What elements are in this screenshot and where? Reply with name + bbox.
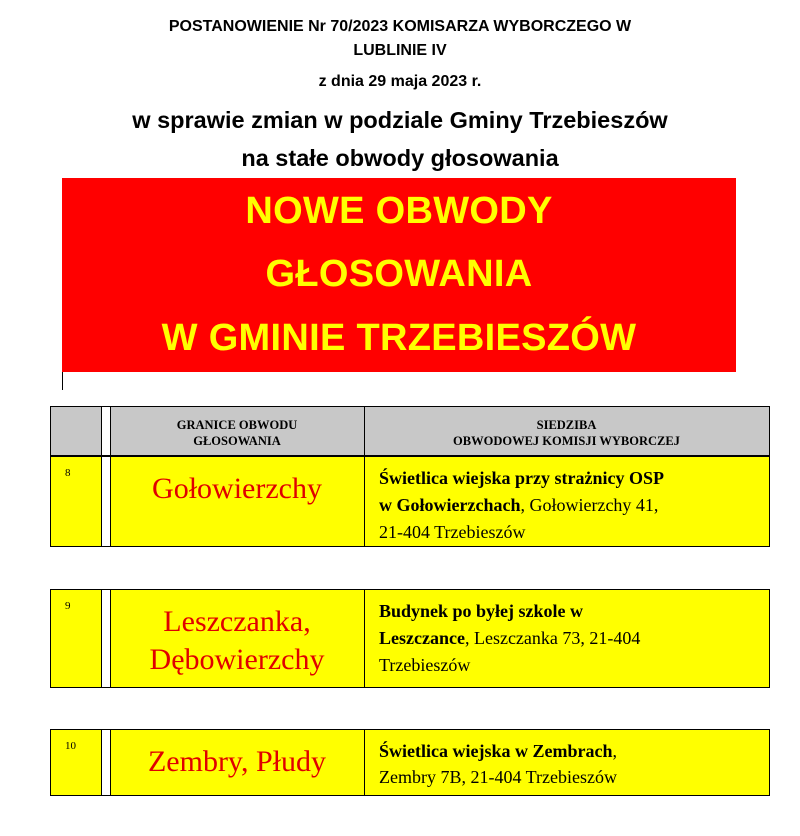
divider — [101, 730, 102, 795]
district-number: 10 — [65, 740, 76, 752]
divider — [101, 407, 102, 455]
district-number: 8 — [65, 467, 71, 479]
divider — [101, 590, 102, 687]
row-gap-cell — [101, 730, 110, 795]
decision-subject-line-1: w sprawie zmian w podziale Gminy Trzebieszów — [132, 107, 668, 133]
header-boundaries-line-1: GRANICE OBWODU — [176, 418, 298, 432]
header-boundaries-cell — [110, 407, 364, 455]
district-boundaries-cell — [110, 730, 364, 795]
seat-address-text: , Leszczanka 73, 21-404 — [464, 628, 641, 648]
row-gap-cell — [101, 590, 110, 687]
commission-seat-line-2: Zembry 7B, 21-404 Trzebieszów — [379, 767, 617, 787]
banner-line-3: W GMINIE TRZEBIESZÓW — [161, 317, 637, 359]
header-boundaries-line-2: GŁOSOWANIA — [193, 434, 281, 448]
header-seat-line-1: SIEDZIBA — [536, 418, 597, 432]
table-header — [50, 406, 770, 456]
commission-seat-line-2 — [379, 493, 761, 517]
table-row — [50, 456, 770, 547]
header-number-cell — [51, 407, 101, 455]
seat-address-text: , Gołowierzchy 41, — [520, 495, 659, 515]
commission-seat-line-1 — [379, 739, 761, 763]
divider — [110, 730, 111, 795]
commission-seat-line-1 — [379, 599, 761, 623]
commission-seat-cell — [364, 457, 769, 546]
district-boundaries-line-1: Leszczanka, — [163, 605, 311, 638]
banner-line-2: GŁOSOWANIA — [265, 253, 533, 295]
header-gap-cell — [101, 407, 110, 455]
divider — [364, 730, 365, 795]
district-boundaries-line-2: Dębowierzchy — [149, 643, 325, 676]
commission-seat-line-3: 21-404 Trzebieszów — [379, 522, 526, 542]
row-gap-cell — [101, 457, 110, 546]
divider — [364, 457, 365, 546]
decision-title-line-1: POSTANOWIENIE Nr 70/2023 KOMISARZA WYBORCZEGO W — [168, 18, 632, 35]
row-number-cell — [51, 730, 101, 795]
announcement-banner — [62, 178, 736, 372]
seat-bold-text: Świetlica wiejska w Zembrach — [379, 741, 613, 761]
banner-line-1: NOWE OBWODY — [245, 190, 553, 232]
divider — [364, 590, 365, 687]
divider — [110, 457, 111, 546]
district-boundaries-cell — [110, 457, 364, 546]
commission-seat-line-1 — [379, 466, 761, 490]
district-boundaries: Gołowierzchy — [152, 472, 322, 505]
commission-seat-cell — [364, 730, 769, 795]
seat-bold-text: Budynek po byłej szkole w — [379, 601, 584, 621]
divider — [110, 590, 111, 687]
table-row — [50, 729, 770, 796]
district-number: 9 — [65, 600, 71, 612]
decision-subject-line-2: na stałe obwody głosowania — [241, 145, 559, 171]
row-number-cell — [51, 590, 101, 687]
seat-address-text: , — [612, 741, 617, 761]
district-boundaries: Zembry, Płudy — [147, 745, 327, 778]
divider — [110, 407, 111, 455]
commission-seat-cell — [364, 590, 769, 687]
seat-bold-text: w Gołowierzchach — [379, 495, 521, 515]
table-row — [50, 589, 770, 688]
divider — [364, 407, 365, 455]
decision-date: z dnia 29 maja 2023 r. — [318, 73, 482, 90]
row-number-cell — [51, 457, 101, 546]
seat-bold-text: Świetlica wiejska przy strażnicy OSP — [379, 468, 664, 488]
header-seat-cell — [364, 407, 769, 455]
banner-edge-mark — [62, 372, 63, 390]
divider — [101, 457, 102, 546]
commission-seat-line-3: Trzebieszów — [379, 655, 471, 675]
district-boundaries-cell — [110, 590, 364, 687]
seat-bold-text: Leszczance — [379, 628, 465, 648]
commission-seat-line-2 — [379, 626, 761, 650]
header-seat-line-2: OBWODOWEJ KOMISJI WYBORCZEJ — [453, 434, 680, 448]
decision-title-line-2: LUBLINIE IV — [353, 42, 447, 59]
